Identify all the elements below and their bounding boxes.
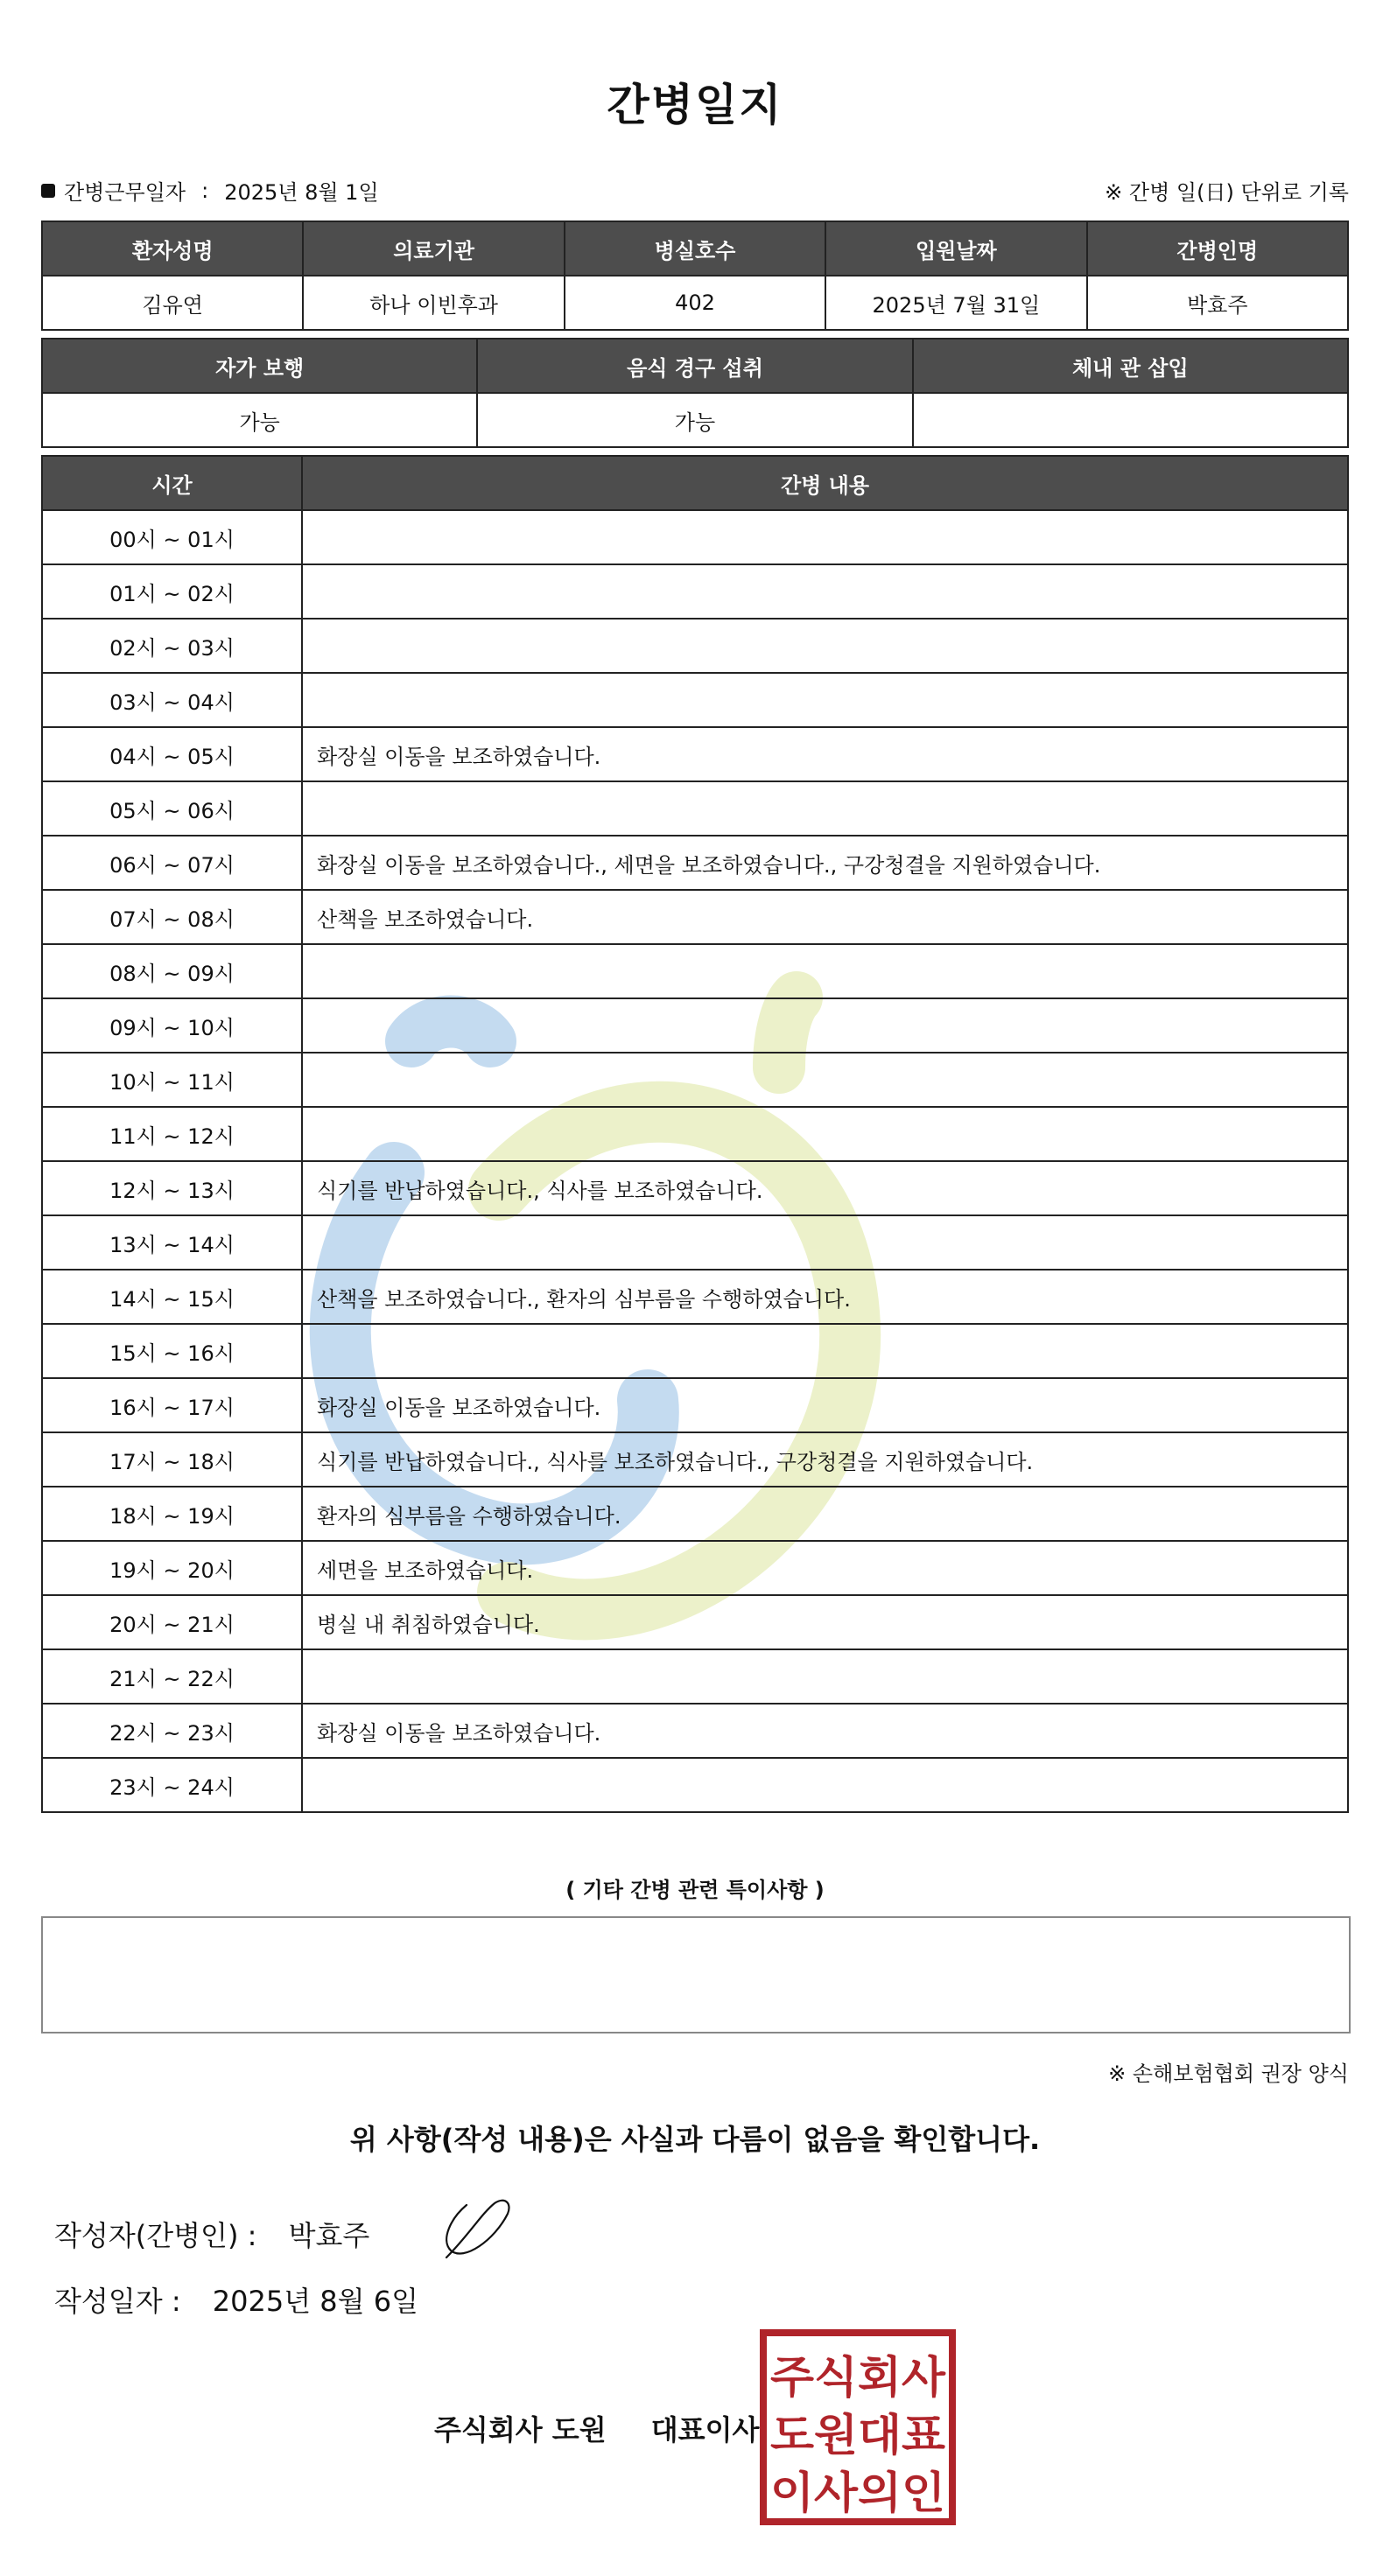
- content-cell: [302, 998, 1348, 1053]
- ceo-title: 대표이사: [650, 2413, 760, 2446]
- tube-insertion: [913, 393, 1348, 447]
- time-cell: 08시 ~ 09시: [42, 944, 302, 998]
- table-row: [42, 1487, 1348, 1541]
- header-self-walking: 자가 보행: [42, 339, 477, 393]
- special-notes-box: [41, 1916, 1351, 2034]
- written-date-label: 작성일자 :: [54, 2285, 181, 2318]
- time-cell: 06시 ~ 07시: [42, 836, 302, 890]
- hourly-log-table: [41, 455, 1349, 1813]
- patient-name: 김유연: [42, 276, 303, 330]
- content-cell: [302, 944, 1348, 998]
- time-cell: 15시 ~ 16시: [42, 1324, 302, 1378]
- table-row: [42, 1432, 1348, 1487]
- svg-text:도원대표: 도원대표: [770, 2410, 946, 2460]
- svg-text:주식회사: 주식회사: [770, 2352, 946, 2403]
- header-tube-insertion: 체내 관 삽입: [913, 339, 1348, 393]
- svg-text:이사의인: 이사의인: [770, 2468, 945, 2518]
- content-cell: [302, 1107, 1348, 1161]
- content-cell: [302, 1215, 1348, 1270]
- writer-line: [54, 2214, 369, 2254]
- content-cell: 세면을 보조하였습니다.: [302, 1541, 1348, 1595]
- header-caregiver-name: 간병인명: [1087, 221, 1348, 276]
- content-cell: [302, 510, 1348, 564]
- content-cell: 식기를 반납하였습니다., 식사를 보조하였습니다., 구강청결을 지원하였습니다.: [302, 1432, 1348, 1487]
- time-cell: 13시 ~ 14시: [42, 1215, 302, 1270]
- header-time: 시간: [42, 456, 302, 510]
- table-row: [42, 1161, 1348, 1215]
- header-admission-date: 입원날짜: [825, 221, 1086, 276]
- content-cell: [302, 1649, 1348, 1704]
- table-row: [42, 944, 1348, 998]
- table-row: [42, 836, 1348, 890]
- content-cell: 산책을 보조하였습니다., 환자의 심부름을 수행하였습니다.: [302, 1270, 1348, 1324]
- work-date: [41, 175, 379, 206]
- caregiver-name: 박효주: [1087, 276, 1348, 330]
- table-row: [42, 673, 1348, 727]
- table-row: [42, 1053, 1348, 1107]
- work-date-separator: :: [201, 178, 209, 203]
- status-header-row: [42, 339, 1348, 393]
- time-cell: 00시 ~ 01시: [42, 510, 302, 564]
- table-row: [42, 1758, 1348, 1812]
- company-name: 주식회사 도원: [434, 2413, 607, 2446]
- content-cell: 화장실 이동을 보조하였습니다.: [302, 1704, 1348, 1758]
- table-row: [42, 1595, 1348, 1649]
- writer-name: 박효주: [288, 2219, 370, 2252]
- patient-status-table: [41, 338, 1349, 448]
- content-cell: [302, 1053, 1348, 1107]
- time-cell: 04시 ~ 05시: [42, 727, 302, 781]
- log-header-row: [42, 456, 1348, 510]
- content-cell: 화장실 이동을 보조하였습니다.: [302, 1378, 1348, 1432]
- content-cell: 식기를 반납하였습니다., 식사를 보조하였습니다.: [302, 1161, 1348, 1215]
- table-row: [42, 998, 1348, 1053]
- time-cell: 02시 ~ 03시: [42, 619, 302, 673]
- bullet-square-icon: [41, 184, 55, 198]
- content-cell: 환자의 심부름을 수행하였습니다.: [302, 1487, 1348, 1541]
- patient-value-row: [42, 276, 1348, 330]
- table-row: [42, 1541, 1348, 1595]
- time-cell: 21시 ~ 22시: [42, 1649, 302, 1704]
- time-cell: 17시 ~ 18시: [42, 1432, 302, 1487]
- header-room-number: 병실호수: [565, 221, 825, 276]
- header-care-content: 간병 내용: [302, 456, 1348, 510]
- recommended-form-note: ※ 손해보험협회 권장 양식: [1108, 2062, 1349, 2086]
- content-cell: [302, 673, 1348, 727]
- time-cell: 12시 ~ 13시: [42, 1161, 302, 1215]
- table-row: [42, 1704, 1348, 1758]
- work-date-value: 2025년 8월 1일: [224, 180, 379, 205]
- header-institution: 의료기관: [303, 221, 564, 276]
- content-cell: 산책을 보조하였습니다.: [302, 890, 1348, 944]
- time-cell: 11시 ~ 12시: [42, 1107, 302, 1161]
- writer-label: 작성자(간병인) :: [54, 2219, 257, 2252]
- time-cell: 20시 ~ 21시: [42, 1595, 302, 1649]
- admission-date: 2025년 7월 31일: [825, 276, 1086, 330]
- time-cell: 22시 ~ 23시: [42, 1704, 302, 1758]
- content-cell: [302, 1324, 1348, 1378]
- work-date-row: [41, 175, 1349, 210]
- time-cell: 19시 ~ 20시: [42, 1541, 302, 1595]
- company-seal-stamp: [760, 2329, 956, 2525]
- institution: 하나 이빈후과: [303, 276, 564, 330]
- header-patient-name: 환자성명: [42, 221, 303, 276]
- written-date-line: [54, 2279, 418, 2320]
- content-cell: [302, 619, 1348, 673]
- content-cell: 병실 내 취침하였습니다.: [302, 1595, 1348, 1649]
- table-row: [42, 564, 1348, 619]
- room-number: 402: [565, 276, 825, 330]
- handwritten-signature: [433, 2188, 521, 2266]
- confirmation-statement: 위 사항(작성 내용)은 사실과 다름이 없음을 확인합니다.: [349, 2123, 1041, 2156]
- table-row: [42, 1107, 1348, 1161]
- table-row: [42, 727, 1348, 781]
- content-cell: [302, 781, 1348, 836]
- status-value-row: [42, 393, 1348, 447]
- content-cell: 화장실 이동을 보조하였습니다.: [302, 727, 1348, 781]
- content-cell: [302, 1758, 1348, 1812]
- written-date-value: 2025년 8월 6일: [212, 2285, 419, 2318]
- content-cell: 화장실 이동을 보조하였습니다., 세면을 보조하였습니다., 구강청결을 지원하였습니다.: [302, 836, 1348, 890]
- table-row: [42, 1649, 1348, 1704]
- time-cell: 07시 ~ 08시: [42, 890, 302, 944]
- header-oral-intake: 음식 경구 섭취: [477, 339, 912, 393]
- company-line: [434, 2408, 759, 2448]
- time-cell: 05시 ~ 06시: [42, 781, 302, 836]
- table-row: [42, 510, 1348, 564]
- table-row: [42, 1270, 1348, 1324]
- self-walking: 가능: [42, 393, 477, 447]
- table-row: [42, 1215, 1348, 1270]
- time-cell: 09시 ~ 10시: [42, 998, 302, 1053]
- content-cell: [302, 564, 1348, 619]
- time-cell: 10시 ~ 11시: [42, 1053, 302, 1107]
- time-cell: 01시 ~ 02시: [42, 564, 302, 619]
- table-row: [42, 1324, 1348, 1378]
- patient-header-row: [42, 221, 1348, 276]
- table-row: [42, 781, 1348, 836]
- document-title: 간병일지: [607, 80, 783, 130]
- table-row: [42, 890, 1348, 944]
- patient-info-table: [41, 220, 1349, 331]
- time-cell: 03시 ~ 04시: [42, 673, 302, 727]
- oral-intake: 가능: [477, 393, 912, 447]
- table-row: [42, 619, 1348, 673]
- work-date-label: 간병근무일자: [64, 180, 186, 205]
- special-notes-title: ( 기타 간병 관련 특이사항 ): [565, 1878, 825, 1902]
- time-cell: 18시 ~ 19시: [42, 1487, 302, 1541]
- time-cell: 16시 ~ 17시: [42, 1378, 302, 1432]
- record-unit-note: ※ 간병 일(日) 단위로 기록: [1105, 180, 1349, 205]
- time-cell: 23시 ~ 24시: [42, 1758, 302, 1812]
- time-cell: 14시 ~ 15시: [42, 1270, 302, 1324]
- table-row: [42, 1378, 1348, 1432]
